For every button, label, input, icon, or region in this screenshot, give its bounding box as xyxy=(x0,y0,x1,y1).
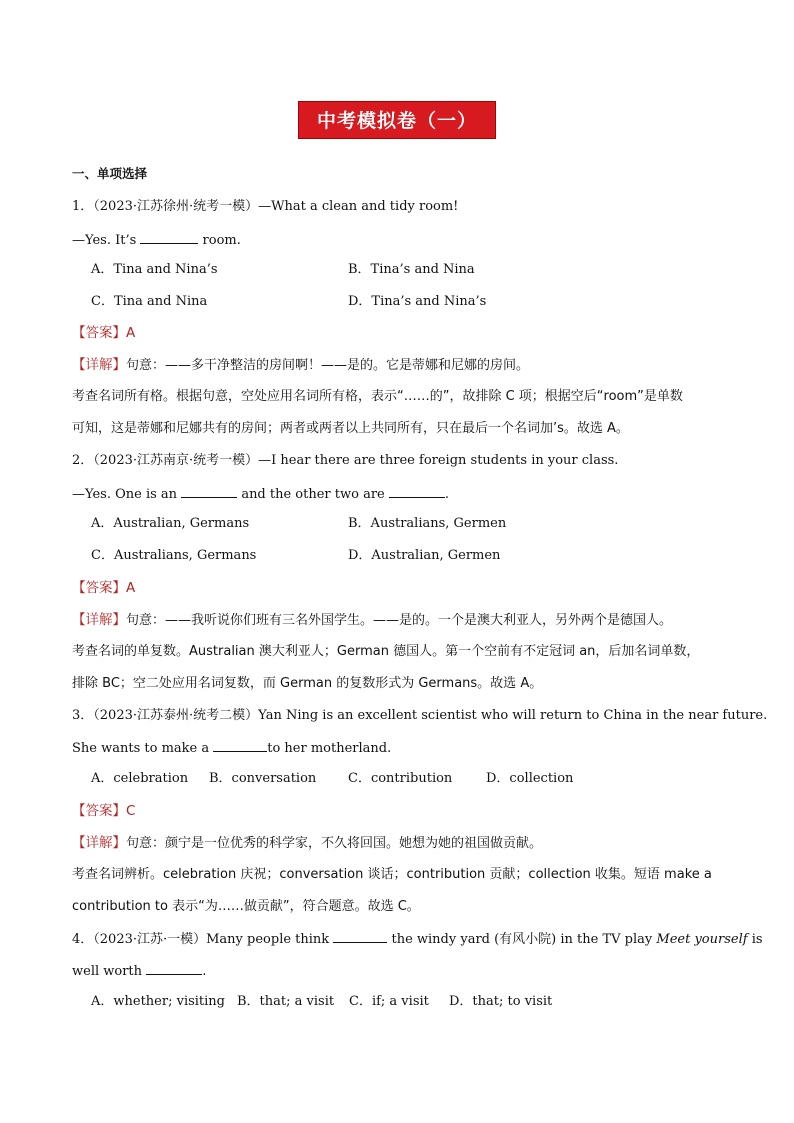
question-1-answer: 【答案】A xyxy=(72,325,136,341)
question-1-stem: 1．（2023·江苏徐州·统考一模）—What a clean and tidy room! xyxy=(72,199,459,214)
question-1-option-c: C．Tina and Nina xyxy=(91,294,208,309)
question-3-detail-3: contribution to 表示“为……做贡献”，符合题意。故选 C。 xyxy=(72,899,420,914)
question-1-line2: —Yes. It’s room. xyxy=(72,233,241,248)
answer-blank xyxy=(181,485,237,498)
question-1-option-a: A．Tina and Nina’s xyxy=(91,262,218,277)
question-3-stem: 3．（2023·江苏泰州·统考二模）Yan Ning is an excellent scientist who will return to China in the near future. xyxy=(72,708,768,723)
question-2-line2: —Yes. One is an and the other two are . xyxy=(72,487,450,502)
question-4-option-c: C．if; a visit xyxy=(349,994,429,1009)
question-2-detail-3: 排除 BC；空二处应用名词复数，而 German 的复数形式为 Germans。故选 A。 xyxy=(72,676,543,691)
question-2-detail-1: 【详解】句意：——我听说你们班有三名外国学生。——是的。一个是澳大利亚人，另外两个是德国人。 xyxy=(72,612,673,628)
question-3-detail-2: 考查名词辨析。celebration 庆祝；conversation 谈话；contribution 贡献；collection 收集。短语 make a xyxy=(72,867,712,882)
page-title: 中考模拟卷（一） xyxy=(298,101,496,139)
question-1-detail-3: 可知，这是蒂娜和尼娜共有的房间；两者或两者以上共同所有，只在最后一个名词加’s。故选 A。 xyxy=(72,421,629,436)
question-2-option-c: C．Australians, Germans xyxy=(91,548,257,563)
question-2-option-b: B．Australians, Germen xyxy=(348,516,507,531)
answer-blank xyxy=(389,485,445,498)
question-1-option-b: B．Tina’s and Nina xyxy=(348,262,475,277)
question-1-detail-1: 【详解】句意：——多干净整洁的房间啊！——是的。它是蒂娜和尼娜的房间。 xyxy=(72,357,530,373)
question-3-option-b: B．conversation xyxy=(209,771,317,786)
question-3-option-a: A．celebration xyxy=(91,771,189,786)
answer-blank xyxy=(146,962,202,975)
question-3-line2: She wants to make a to her motherland. xyxy=(72,741,392,756)
question-2-option-a: A．Australian, Germans xyxy=(91,516,250,531)
question-4-option-a: A．whether; visiting xyxy=(91,994,226,1009)
question-4-option-b: B．that; a visit xyxy=(237,994,335,1009)
question-4-option-d: D．that; to visit xyxy=(449,994,553,1009)
question-3-detail-1: 【详解】句意：颜宁是一位优秀的科学家，不久将回国。她想为她的祖国做贡献。 xyxy=(72,835,543,851)
answer-blank xyxy=(333,930,387,943)
title-banner xyxy=(0,101,794,139)
answer-blank xyxy=(140,231,198,244)
question-3-answer: 【答案】C xyxy=(72,803,136,819)
question-3-option-c: C．contribution xyxy=(348,771,453,786)
tv-play-title: Meet yourself xyxy=(656,932,748,947)
question-2-answer: 【答案】A xyxy=(72,580,136,596)
question-4-stem: 4．（2023·江苏·一模）Many people think the windy yard (有风小院) in the TV play Meet yourself is xyxy=(72,932,763,947)
question-3-option-d: D．collection xyxy=(486,771,574,786)
section-heading: 一、单项选择 xyxy=(72,166,148,181)
question-1-option-d: D．Tina’s and Nina’s xyxy=(348,294,487,309)
question-2-stem: 2．（2023·江苏南京·统考一模）—I hear there are three foreign students in your class. xyxy=(72,453,619,468)
question-2-detail-2: 考查名词的单复数。Australian 澳大利亚人；German 德国人。第一个空前有不定冠词 an，后加名词单数， xyxy=(72,644,700,659)
question-4-line2: well worth . xyxy=(72,964,207,979)
question-1-detail-2: 考查名词所有格。根据句意，空处应用名词所有格，表示“……的”，故排除 C 项；根据空后“room”是单数 xyxy=(72,389,683,404)
answer-blank xyxy=(213,739,267,752)
question-2-option-d: D．Australian, Germen xyxy=(348,548,501,563)
